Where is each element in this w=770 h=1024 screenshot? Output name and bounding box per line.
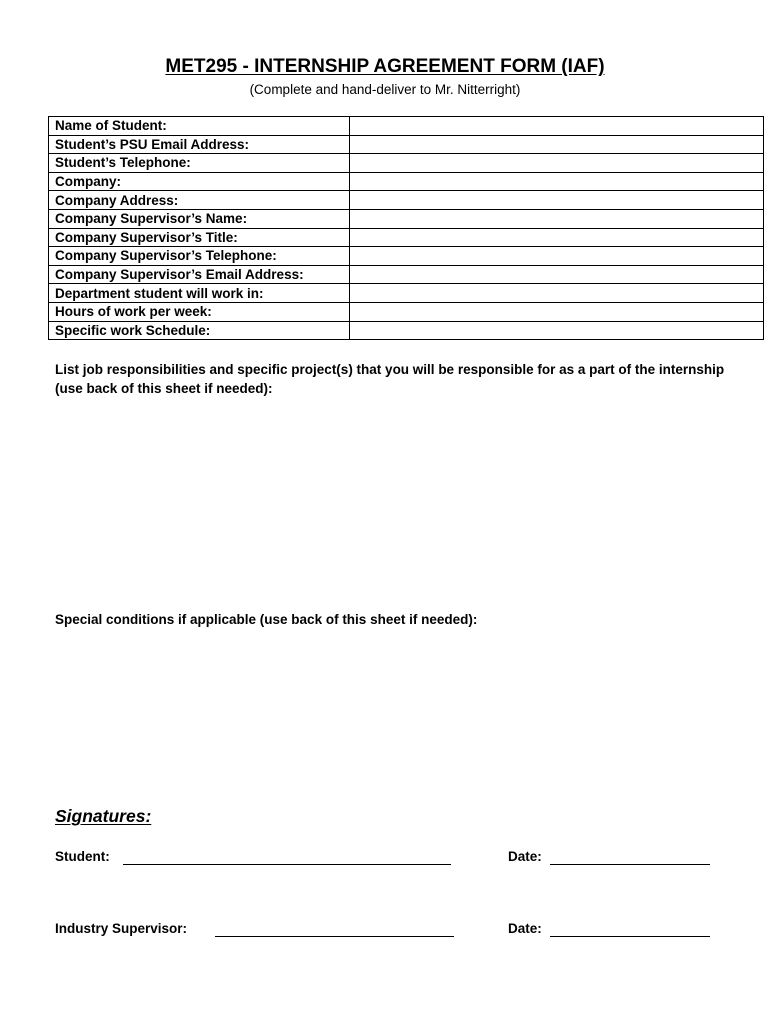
info-field-value[interactable]	[350, 191, 764, 210]
form-subtitle: (Complete and hand-deliver to Mr. Nitterright)	[249, 82, 521, 97]
info-table-row	[49, 265, 764, 284]
info-field-value[interactable]	[350, 209, 764, 228]
info-table-row	[49, 247, 764, 266]
info-field-label: Company Supervisor’s Email Address:	[49, 265, 350, 284]
info-field-label: Company Supervisor’s Title:	[49, 228, 350, 247]
responsibilities-instructions: List job responsibilities and specific project(s) that you will be responsible for as a part of the internship (use back of this sheet if needed):	[55, 362, 725, 396]
form-title: MET295 - INTERNSHIP AGREEMENT FORM (IAF)	[165, 56, 605, 77]
info-field-label: Company Address:	[49, 191, 350, 210]
info-field-label: Hours of work per week:	[49, 302, 350, 321]
info-field-label: Company Supervisor’s Telephone:	[49, 247, 350, 266]
info-field-value[interactable]	[350, 117, 764, 136]
info-field-label: Company:	[49, 172, 350, 191]
info-table-row	[49, 172, 764, 191]
special-conditions-instructions: Special conditions if applicable (use back of this sheet if needed):	[55, 612, 478, 627]
info-table-row	[49, 117, 764, 136]
info-field-label: Student’s PSU Email Address:	[49, 135, 350, 154]
info-table-row	[49, 191, 764, 210]
supervisor-signature-label: Industry Supervisor:	[55, 921, 188, 936]
info-field-value[interactable]	[350, 321, 764, 340]
info-table-row	[49, 321, 764, 340]
info-field-label: Department student will work in:	[49, 284, 350, 303]
info-field-label: Company Supervisor’s Name:	[49, 209, 350, 228]
info-field-value[interactable]	[350, 247, 764, 266]
info-table-row	[49, 228, 764, 247]
student-date-label: Date:	[508, 849, 542, 864]
info-table-row	[49, 284, 764, 303]
student-signature-line[interactable]	[123, 864, 451, 865]
info-field-value[interactable]	[350, 154, 764, 173]
info-table-row	[49, 135, 764, 154]
supervisor-date-label: Date:	[508, 921, 542, 936]
info-table-row	[49, 209, 764, 228]
student-info-table	[48, 116, 764, 340]
info-field-label: Specific work Schedule:	[49, 321, 350, 340]
info-field-value[interactable]	[350, 172, 764, 191]
supervisor-signature-line[interactable]	[215, 936, 454, 937]
info-field-value[interactable]	[350, 135, 764, 154]
supervisor-date-line[interactable]	[550, 936, 710, 937]
student-date-line[interactable]	[550, 864, 710, 865]
info-field-label: Name of Student:	[49, 117, 350, 136]
info-field-label: Student’s Telephone:	[49, 154, 350, 173]
info-table-row	[49, 302, 764, 321]
info-field-value[interactable]	[350, 228, 764, 247]
info-field-value[interactable]	[350, 302, 764, 321]
signatures-heading: Signatures:	[55, 806, 152, 826]
student-signature-label: Student:	[55, 849, 110, 864]
info-field-value[interactable]	[350, 284, 764, 303]
info-field-value[interactable]	[350, 265, 764, 284]
info-table-row	[49, 154, 764, 173]
